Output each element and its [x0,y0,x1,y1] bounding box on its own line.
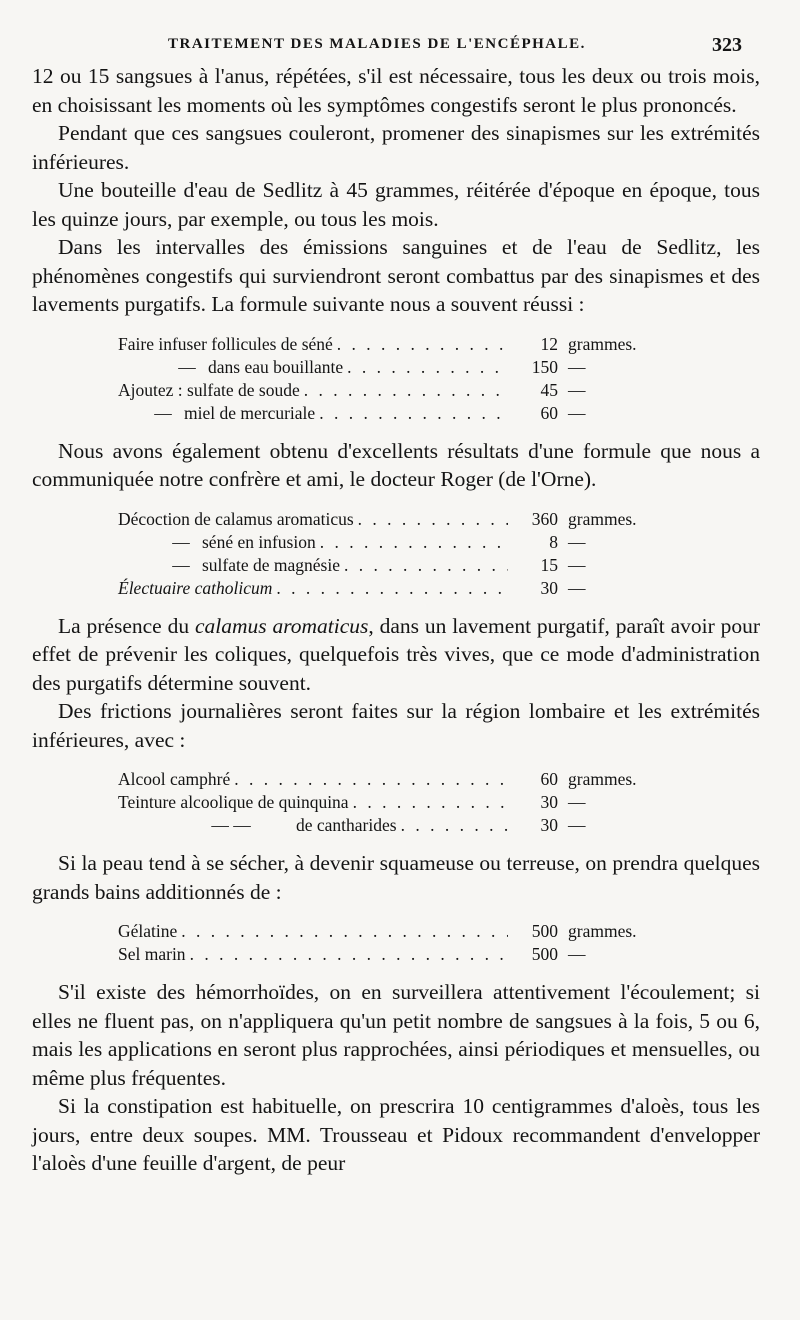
recipe-roger [118,508,678,600]
ingredient-quantity: 8 [549,531,558,552]
ingredient-quantity: 45 [540,379,558,400]
italic-term: calamus aromaticus [194,613,369,638]
leader-dots [344,554,508,577]
ingredient-label: Sel marin [118,944,186,964]
ingredient-label [118,402,315,425]
ingredient-label [118,814,397,837]
running-title: TRAITEMENT DES MALADIES DE L'ENCÉPHALE. [168,36,586,52]
ingredient-label: Décoction de calamus aromaticus [118,508,354,529]
paragraph: S'il existe des hémorrhoïdes, on en surveillera attentivement l'écoulement; si elles ne fluent pas, on n'appliquera qu'un petit nombre de sangsues à la fois, 5 ou 6, mais les applications en seront plus rapprochées, ainsi périodiques et mensuelles, ou même plus fréquentes. [32,980,760,1090]
leader-dots [304,379,508,402]
recipe-line [118,356,678,379]
recipe-line [118,814,678,837]
paragraph-text: La présence du [58,613,190,638]
ingredient-unit: — [568,792,586,812]
paragraph: Des frictions journalières seront faites sur la région lombaire et les extrémités inférieures, avec : [32,699,760,752]
recipe-line [118,554,678,577]
ingredient-label [118,531,316,554]
page-header [60,32,742,60]
recipe-line [118,333,678,356]
ingredient-label: Teinture alcoolique de quinquina [118,792,349,812]
ditto-mark: — [154,402,172,423]
paragraph: Nous avons également obtenu d'excellents résultats d'une formule que nous a communiquée notre confrère et ami, le docteur Roger (de l'Orne). [32,438,760,491]
ingredient-quantity: 12 [540,333,558,354]
ingredient-label: Gélatine [118,921,178,941]
ingredient-name: dans eau bouillante [208,356,344,377]
recipe-line [118,379,678,402]
paragraph: 12 ou 15 sangsues à l'anus, répétées, s'il est nécessaire, tous les deux ou trois mois, en choisissant les moments où les symptômes congestifs seront le plus prononcés. [32,64,760,117]
ingredient-unit: — [568,577,586,598]
ingredient-unit: grammes. [568,921,637,941]
ingredient-unit: grammes. [568,333,637,354]
ingredient-quantity: 60 [540,769,558,789]
leader-dots [181,920,508,943]
page-number: 323 [712,34,742,56]
ingredient-unit: — [568,402,586,423]
paragraph: Dans les intervalles des émissions sanguines et de l'eau de Sedlitz, les phénomènes congestifs qui surviendront seront combattus par des sinapismes et des lavements purgatifs. La formule suivante nous a souvent réussi : [32,235,760,316]
ingredient-unit: — [568,944,586,964]
leader-dots [234,768,508,791]
leader-dots [320,531,508,554]
page-body [32,62,760,1178]
ingredient-label: Alcool camphré [118,769,231,789]
paragraph: Une bouteille d'eau de Sedlitz à 45 grammes, réitérée d'époque en époque, tous les quinze jours, par exemple, ou tous les mois. [32,178,760,231]
ingredient-quantity: 150 [531,356,558,377]
ingredient-quantity: 30 [540,792,558,812]
ingredient-quantity: 30 [540,577,558,598]
ingredient-unit: — [568,356,586,377]
ingredient-quantity: 500 [531,921,558,941]
ingredient-quantity: 500 [531,944,558,964]
ingredient-label: Ajoutez : sulfate de soude [118,379,300,400]
leader-dots [347,356,508,379]
ingredient-unit: — [568,554,586,575]
ingredient-label [118,554,340,577]
paragraph: Pendant que ces sangsues couleront, promener des sinapismes sur les extrémités inférieures. [32,121,760,174]
leader-dots [337,333,508,356]
ingredient-quantity: 60 [540,402,558,423]
ingredient-unit: — [568,379,586,400]
recipe-line [118,531,678,554]
ditto-mark: — [172,531,190,552]
ingredient-unit: grammes. [568,508,637,529]
ditto-mark: — — [211,815,251,835]
ditto-mark: — [178,356,196,377]
leader-dots [190,943,508,966]
ingredient-label: Électuaire catholicum [118,577,273,598]
recipe-line [118,768,678,791]
ingredient-quantity: 15 [540,554,558,575]
ingredient-unit: — [568,815,586,835]
leader-dots [353,791,508,814]
recipe-line [118,577,678,600]
paragraph [32,612,760,698]
ingredient-name: séné en infusion [202,531,316,552]
recipe-line [118,508,678,531]
ditto-mark: — [172,554,190,575]
recipe-line [118,943,678,966]
ingredient-quantity: 30 [540,815,558,835]
ingredient-unit: — [568,531,586,552]
ingredient-unit: grammes. [568,769,637,789]
recipe-lavement [118,333,678,425]
recipe-line [118,791,678,814]
recipe-bains [118,920,678,966]
recipe-frictions [118,768,678,837]
ingredient-name: sulfate de magnésie [202,554,341,575]
recipe-line [118,402,678,425]
ingredient-label [118,356,343,379]
paragraph: Si la constipation est habituelle, on prescrira 10 centigrammes d'aloès, tous les jours, entre deux soupes. MM. Trousseau et Pidoux recommandent d'envelopper l'aloès d'une feuille d'argent, de peur [32,1094,760,1175]
ingredient-label: Faire infuser follicules de séné [118,333,333,354]
leader-dots [319,402,508,425]
leader-dots [401,814,508,837]
ingredient-quantity: 360 [531,508,558,529]
paragraph-text: , dans un lavement purgatif, paraît avoir pour effet de prévenir les coliques, quelquefois très vives, que ce mode d'administration des purgatifs détermine souvent. [32,613,761,695]
ingredient-name: miel de mercuriale [184,402,316,423]
leader-dots [276,577,508,600]
ingredient-name: de cantharides [296,815,397,835]
paragraph: Si la peau tend à se sécher, à devenir squameuse ou terreuse, on prendra quelques grands bains additionnés de : [32,851,760,904]
leader-dots [358,508,508,531]
recipe-line [118,920,678,943]
